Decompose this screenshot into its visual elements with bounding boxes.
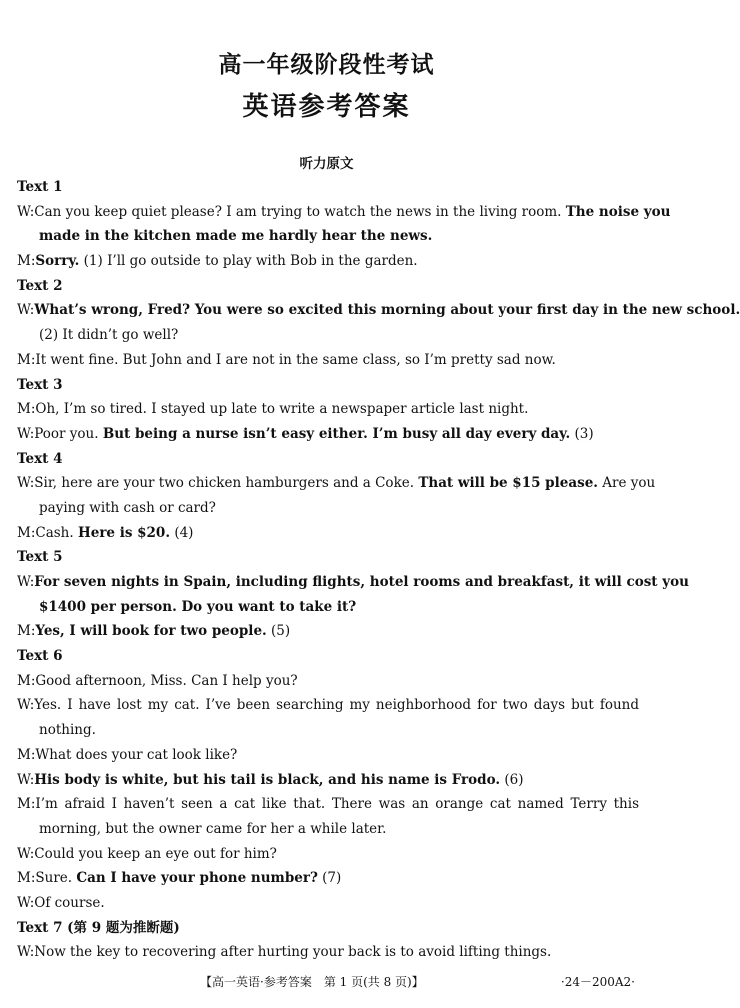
transcript-body [17,175,740,965]
transcript-line [17,866,639,891]
transcript-line [17,940,639,965]
transcript-line [17,570,689,595]
text-segment: (5) [266,623,291,640]
text-segment: M:Good afternoon, Miss. Can I help you? [17,672,298,689]
bold-segment: But being a nurse isn’t easy either. I’m busy all day every day. [102,425,571,442]
text-segment: (第 9 题为推断题) [62,919,180,936]
bold-segment: Text 3 [17,376,63,393]
transcript-line [17,298,740,323]
transcript-line [17,496,639,521]
text-segment: M:Oh, I’m so tired. I stayed up late to write a newspaper article last night. [17,401,529,418]
transcript-line [17,323,639,348]
bold-segment: Text 5 [17,549,63,566]
transcript-line [17,422,639,447]
text-segment: M:I’m afraid I haven’t seen a cat like that. There was an orange cat named Terry this [17,796,639,813]
text-segment: W:Can you keep quiet please? I am trying to watch the news in the living room. [17,203,566,220]
transcript-line [17,891,639,916]
text-heading [17,373,639,398]
transcript-line [17,842,639,867]
text-segment: W:Yes. I have lost my cat. I’ve been searching my neighborhood for two days but found [17,697,639,714]
text-segment: morning, but the owner came for her a while later. [39,820,387,837]
text-segment: W: [17,771,35,788]
transcript-line [17,397,639,422]
transcript-line [17,817,639,842]
transcript-line [17,521,639,546]
bold-segment: $1400 per person. Do you want to take it? [39,598,357,615]
bold-segment: Text 2 [17,277,63,294]
text-heading [17,644,639,669]
text-heading [17,274,639,299]
bold-segment: Here is $20. [77,524,171,541]
page-footer [0,973,653,993]
bold-segment: Can I have your phone number? [76,870,318,887]
transcript-line [17,718,639,743]
text-segment: M:It went fine. But John and I are not in the same class, so I’m pretty sad now. [17,351,556,368]
text-heading [17,175,639,200]
transcript-line [17,743,639,768]
bold-segment: The noise you [565,203,671,220]
text-segment: M: [17,253,36,270]
section-heading: 听力原文 [299,156,354,172]
text-segment: (4) [170,524,194,541]
transcript-line [17,693,639,718]
transcript-line [17,471,656,496]
bold-segment: For seven nights in Spain, including flights, hotel rooms and breakfast, it will cost you [34,574,689,590]
exam-title: 高一年级阶段性考试 [218,51,435,78]
text-segment: (7) [317,870,342,887]
text-segment: W:Could you keep an eye out for him? [17,845,277,862]
answer-key-title: 英语参考答案 [242,92,411,122]
transcript-line [17,200,671,225]
text-heading [17,447,639,472]
text-segment: Are you [597,475,656,492]
bold-segment: That will be $15 please. [418,475,598,492]
text-heading [17,916,639,941]
text-segment: W:Of course. [17,894,105,911]
bold-segment: What’s wrong, Fred? You were so excited this morning about your first day in the new school. [34,302,740,319]
transcript-line [17,348,639,373]
bold-segment: made in the kitchen made me hardly hear the news. [39,228,433,245]
bold-segment: Yes, I will book for two people. [35,623,267,640]
text-segment: M:What does your cat look like? [17,746,238,763]
footer-page-info: 【高一英语·参考答案 第 1 页(共 8 页)】 [200,975,424,989]
text-segment: (2) It didn’t go well? [39,327,179,344]
text-segment: W:Now the key to recovering after hurting your back is to avoid lifting things. [17,944,552,961]
text-segment: paying with cash or card? [39,499,216,516]
text-segment: W:Poor you. [17,425,103,442]
text-segment: W: [17,302,35,319]
text-segment: M: [17,623,36,640]
bold-segment: Text 1 [17,179,63,195]
transcript-line [17,595,639,620]
footer-code: ·24－200A2· [560,975,635,989]
text-segment: W: [17,574,35,590]
transcript-line [17,224,639,249]
bold-segment: Sorry. [35,253,80,270]
bold-segment: Text 7 [17,919,63,936]
bold-segment: Text 4 [17,450,63,467]
bold-segment: His body is white, but his tail is black, and his name is Frodo. [34,771,501,788]
transcript-line [17,768,639,793]
text-segment: W:Sir, here are your two chicken hamburgers and a Coke. [17,475,419,492]
text-segment: (3) [570,425,594,442]
text-segment: M:Sure. [17,870,77,887]
transcript-line [17,249,639,274]
text-heading [17,545,639,570]
text-segment: nothing. [39,722,96,739]
text-segment: (6) [500,771,524,788]
text-segment: M:Cash. [17,524,78,541]
transcript-line [17,619,639,644]
text-segment: (1) I’ll go outside to play with Bob in the garden. [79,253,418,270]
bold-segment: Text 6 [17,648,63,665]
transcript-line [17,669,639,694]
transcript-line [17,792,639,817]
